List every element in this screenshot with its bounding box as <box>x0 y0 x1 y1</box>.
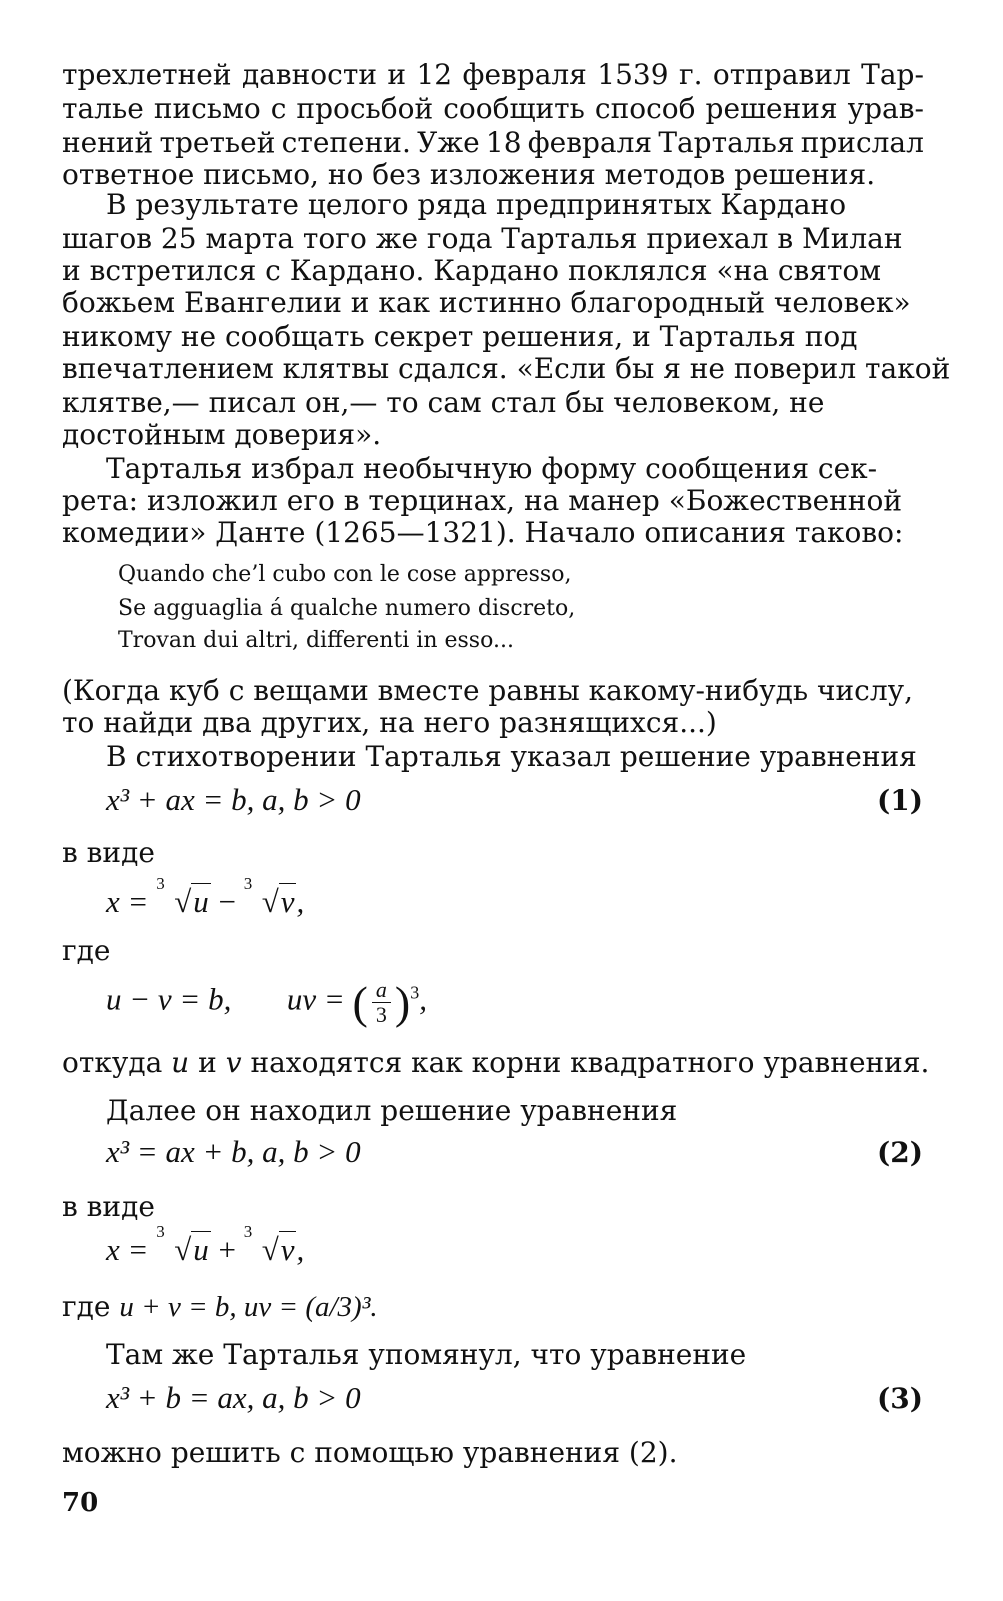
solution-1-comma: , <box>296 884 305 919</box>
solution-2-prefix: x = <box>106 1232 157 1267</box>
equation-3: x³ + b = ax, a, b > 0 <box>106 1380 361 1415</box>
paragraph-1-line-2 <box>62 92 924 126</box>
in-form-label-1: в виде <box>62 836 155 869</box>
where-label-2: где <box>62 1290 111 1323</box>
paragraph-2-line-4: божьем Евангелии и как истинно благородный человек» <box>62 286 911 319</box>
roots-note-start: откуда <box>62 1046 163 1079</box>
paragraph-2-line-2: шагов 25 марта того же года Тарталья приехал в Милан <box>62 222 903 255</box>
eq1-intro: В стихотворении Тарталья указал решение уравнения <box>106 740 917 773</box>
fraction-a-over-3 <box>372 978 391 1027</box>
radical-sign: √ <box>174 1232 192 1267</box>
word: Тарталья <box>658 126 795 159</box>
where-label-1: где <box>62 934 111 967</box>
cube-root-v <box>243 1222 297 1268</box>
equation-3-number: (3) <box>877 1382 923 1415</box>
paragraph-2-line-5: никому не сообщать секрет решения, и Тарталья под <box>62 320 858 353</box>
word: и <box>387 58 407 91</box>
roots-note-end: находятся как корни квадратного уравнения. <box>250 1046 930 1079</box>
condition-1-comma: , <box>419 981 427 1017</box>
word: сообщить <box>443 92 585 125</box>
solution-1-prefix: x = <box>106 884 157 919</box>
paragraph-1-line-4: ответное письмо, но без изложения методов решения. <box>62 158 876 191</box>
condition-1-difference: u − v = b, <box>106 981 232 1017</box>
fraction-denominator: 3 <box>375 1002 387 1027</box>
right-paren: ) <box>394 977 411 1028</box>
root-index: 3 <box>156 1222 165 1241</box>
translation-line-1: (Когда куб с вещами вместе равны какому-нибудь числу, <box>62 674 913 707</box>
eq3-intro: Там же Тарталья упомянул, что уравнение <box>106 1338 747 1371</box>
word: прислал <box>800 126 924 159</box>
root-index: 3 <box>156 874 165 893</box>
word: давности <box>241 58 377 91</box>
radical-sign: √ <box>174 884 192 919</box>
radical-sign: √ <box>261 1232 279 1267</box>
radicand-u: u <box>193 884 209 919</box>
radicand-v: v <box>280 1232 295 1267</box>
cube-root-v <box>243 874 297 920</box>
roots-note <box>62 1046 929 1080</box>
word: 18 <box>485 126 522 159</box>
word: талье <box>62 92 144 125</box>
word: г. <box>678 58 703 91</box>
word: урав- <box>847 92 924 125</box>
equation-1-number: (1) <box>877 784 923 817</box>
cube-root-u <box>156 1222 211 1268</box>
paragraph-2-line-8: достойным доверия». <box>62 418 382 451</box>
paragraph-1-line-3 <box>62 126 924 160</box>
paragraph-2-line-1: В результате целого ряда предпринятых Кардано <box>106 188 847 221</box>
word: отправил <box>712 58 851 91</box>
radicand-v: v <box>280 884 295 919</box>
word: решения <box>705 92 838 125</box>
condition-2: u + v = b, uv = (a/3)³. <box>119 1291 378 1323</box>
paragraph-1-line-1 <box>62 58 924 92</box>
equation-1: x³ + ax = b, a, b > 0 <box>106 782 361 817</box>
word: степени. <box>281 126 411 159</box>
solution-2-comma: , <box>296 1232 305 1267</box>
word: способ <box>594 92 696 125</box>
paragraph-3-line-2: рета: изложил его в терцинах, на манер «Божественной <box>62 484 902 517</box>
fraction-numerator: a <box>372 978 391 1003</box>
paragraph-2-line-7: клятве,— писал он,— то сам стал бы человеком, не <box>62 386 825 419</box>
variable-v: v <box>225 1046 242 1079</box>
condition-1 <box>106 976 427 1029</box>
word: февраля <box>527 126 653 159</box>
conclusion: можно решить с помощью уравнения (2). <box>62 1436 678 1469</box>
translation-line-2: то найди два других, на него разнящихся...) <box>62 706 717 739</box>
equation-2-number: (2) <box>877 1136 923 1169</box>
word: с <box>270 92 287 125</box>
variable-u: u <box>171 1046 190 1079</box>
word: 1539 <box>597 58 669 91</box>
plus-sign: + <box>210 1232 244 1267</box>
root-index: 3 <box>243 1222 253 1241</box>
in-form-label-2: в виде <box>62 1190 155 1223</box>
exponent: 3 <box>410 982 420 1003</box>
word: Уже <box>417 126 480 159</box>
paragraph-3-line-1: Тарталья избрал необычную форму сообщения сек- <box>106 452 878 485</box>
cube-root-u <box>156 874 211 920</box>
left-paren: ( <box>352 977 368 1028</box>
poem-line-2: Se agguaglia á qualche numero discreto, <box>118 596 576 621</box>
paragraph-2-line-3: и встретился с Кардано. Кардано поклялся «на святом <box>62 254 882 287</box>
condition-1-product: uv = <box>286 981 353 1017</box>
eq2-intro: Далее он находил решение уравнения <box>106 1094 678 1127</box>
word: третьей <box>159 126 276 159</box>
page-number: 70 <box>62 1488 99 1518</box>
paragraph-2-line-6: впечатлением клятвы сдался. «Если бы я не поверил такой <box>62 352 951 385</box>
poem-line-1: Quando che’l cubo con le cose appresso, <box>118 562 572 587</box>
word: февраля <box>462 58 587 91</box>
condition-2-line <box>62 1290 378 1324</box>
word: Тар- <box>861 58 924 91</box>
poem-line-3: Trovan dui altri, differenti in esso... <box>118 628 514 653</box>
word: трехлетней <box>62 58 232 91</box>
paragraph-3-line-3: комедии» Данте (1265—1321). Начало описания таково: <box>62 516 904 549</box>
solution-1 <box>106 874 305 920</box>
word: нений <box>62 126 154 159</box>
solution-2 <box>106 1222 305 1268</box>
word: письмо <box>153 92 261 125</box>
equation-2: x³ = ax + b, a, b > 0 <box>106 1134 361 1169</box>
radicand-u: u <box>193 1232 209 1267</box>
word: просьбой <box>296 92 434 125</box>
radical-sign: √ <box>261 884 279 919</box>
minus-sign: − <box>210 884 244 919</box>
word: 12 <box>416 58 453 91</box>
roots-note-and: и <box>198 1046 217 1079</box>
root-index: 3 <box>243 874 253 893</box>
